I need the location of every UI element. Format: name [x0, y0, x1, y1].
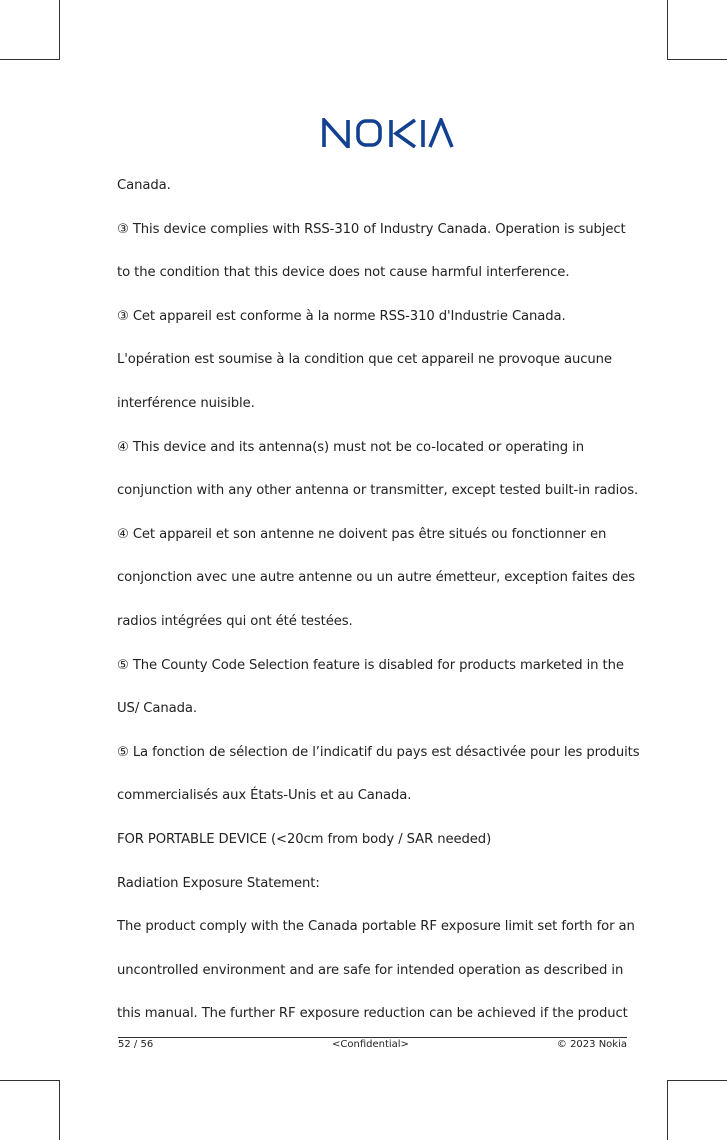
crop-mark — [667, 1080, 727, 1081]
text-line: FOR PORTABLE DEVICE (<20cm from body / SAR needed) — [117, 831, 492, 847]
crop-mark — [0, 1080, 60, 1081]
crop-mark — [59, 0, 60, 60]
text-line: uncontrolled environment and are safe for intended operation as described in — [117, 962, 624, 978]
document-body — [117, 164, 640, 1036]
text-line: L'opération est soumise à la condition que cet appareil ne provoque aucune — [117, 352, 612, 368]
text-line: commercialisés aux États-Unis et au Canada. — [117, 788, 412, 804]
text-line: The product comply with the Canada portable RF exposure limit set forth for an — [117, 919, 635, 935]
crop-mark — [667, 1080, 668, 1140]
text-line: US/ Canada. — [117, 701, 197, 717]
copyright-notice: © 2023 Nokia — [556, 1039, 627, 1050]
text-line: ⑤ La fonction de sélection de l’indicatif du pays est désactivée pour les produits — [117, 744, 640, 760]
text-line: ③ Cet appareil est conforme à la norme RSS-310 d'Industrie Canada. — [117, 308, 566, 324]
text-line: Radiation Exposure Statement: — [117, 875, 320, 891]
crop-mark — [667, 59, 727, 60]
crop-mark — [667, 0, 668, 60]
text-line: to the condition that this device does not cause harmful interference. — [117, 265, 570, 281]
crop-mark — [59, 1080, 60, 1140]
nokia-logo-icon — [322, 118, 454, 148]
text-line: ⑤ The County Code Selection feature is disabled for products marketed in the — [117, 657, 624, 673]
text-line: Canada. — [117, 178, 171, 193]
crop-mark — [0, 59, 60, 60]
text-line: interférence nuisible. — [117, 395, 255, 411]
text-line: conjonction avec une autre antenne ou un autre émetteur, exception faites des — [117, 570, 636, 586]
text-line: ④ This device and its antenna(s) must not be co-located or operating in — [117, 439, 584, 455]
text-line: radios intégrées qui ont été testées. — [117, 613, 353, 629]
page-number: 52 / 56 — [118, 1039, 154, 1050]
footer-divider — [118, 1037, 627, 1038]
text-line: this manual. The further RF exposure reduction can be achieved if the product — [117, 1006, 628, 1022]
confidentiality-label: <Confidential> — [332, 1039, 409, 1050]
nokia-logo — [322, 118, 454, 148]
text-line: ④ Cet appareil et son antenne ne doivent pas être situés ou fonctionner en — [117, 526, 607, 542]
text-line: conjunction with any other antenna or transmitter, except tested built-in radios. — [117, 483, 639, 499]
text-line: ③ This device complies with RSS-310 of Industry Canada. Operation is subject — [117, 221, 626, 237]
